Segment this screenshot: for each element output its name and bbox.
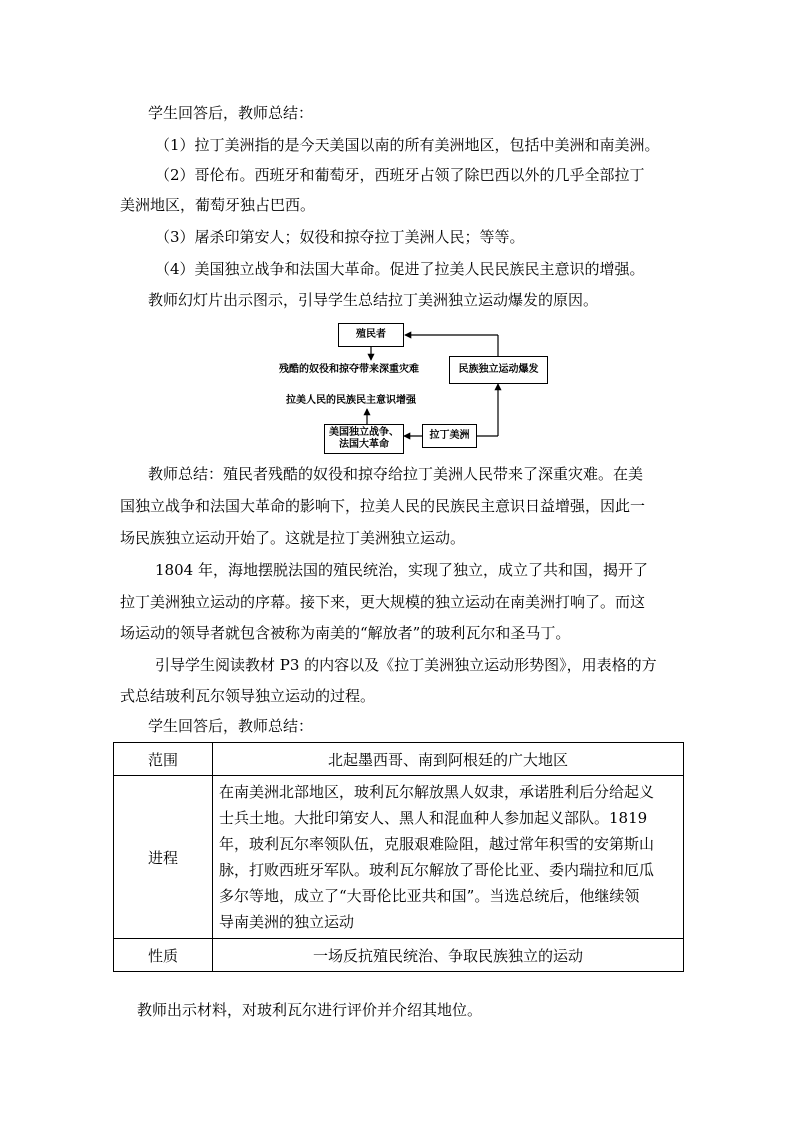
diagram-arrows <box>0 0 794 460</box>
disaster-label: 残酷的奴役和掠夺带来深重灾难 <box>279 364 419 375</box>
table-header-cell: 进程 <box>114 776 213 939</box>
colonists-box <box>338 323 404 347</box>
table-cell-line: 士兵土地。大批印第安人、黑人和混血种人参加起义部队。1819 <box>219 809 648 827</box>
paragraph: 教师幻灯片出示图示，引导学生总结拉丁美洲独立运动爆发的原因。 <box>148 291 599 309</box>
paragraph: 教师出示材料，对玻利瓦尔进行评价并介绍其地位。 <box>137 1001 483 1019</box>
table-cell-line: 导南美洲的独立运动 <box>219 913 355 931</box>
bolivar-summary-table <box>113 742 684 972</box>
table-cell: 一场反抗殖民统治、争取民族独立的运动 <box>213 939 684 972</box>
paragraph: 1804 年，海地摆脱法国的殖民统治，实现了独立，成立了共和国，揭开了 <box>155 561 648 579</box>
table-header-cell: 性质 <box>114 939 213 972</box>
paragraph: （1）拉丁美洲指的是今天美国以南的所有美洲地区，包括中美洲和南美洲。 <box>155 136 660 154</box>
latin-america-box <box>422 424 477 448</box>
table-cell-line: 多尔等地，成立了“大哥伦比亚共和国”。当选总统后，他继续领 <box>219 887 640 905</box>
paragraph: 式总结玻利瓦尔领导独立运动的过程。 <box>120 687 376 705</box>
paragraph: 美洲地区，葡萄牙独占巴西。 <box>120 196 316 214</box>
table-row <box>114 776 684 939</box>
colonists-label: 殖民者 <box>356 329 386 340</box>
table-row <box>114 743 684 776</box>
table-cell: 北起墨西哥、南到阿根廷的广大地区 <box>213 743 684 776</box>
table-row <box>114 939 684 972</box>
paragraph: （2）哥伦布。西班牙和葡萄牙，西班牙占领了除巴西以外的几乎全部拉丁 <box>155 166 645 184</box>
outbreak-label: 民族独立运动爆发 <box>458 364 539 375</box>
revolutions-label-line1: 美国独立战争、 <box>329 427 399 438</box>
paragraph: （4）美国独立战争和法国大革命。促进了拉美人民民族民主意识的增强。 <box>155 260 645 278</box>
paragraph: 学生回答后，教师总结： <box>148 717 314 735</box>
table-cell-line: 在南美洲北部地区，玻利瓦尔解放黑人奴隶，承诺胜利后分给起义 <box>219 783 655 801</box>
latin-america-label: 拉丁美洲 <box>429 430 470 441</box>
awareness-label: 拉美人民的民族民主意识增强 <box>286 395 416 406</box>
table-cell <box>213 776 684 939</box>
paragraph: （3）屠杀印第安人；奴役和掠夺拉丁美洲人民；等等。 <box>155 228 525 246</box>
paragraph: 引导学生阅读教材 P3 的内容以及《拉丁美洲独立运动形势图》，用表格的方 <box>155 656 657 674</box>
paragraph: 教师总结：殖民者残酷的奴役和掠夺给拉丁美洲人民带来了深重灾难。在美 <box>148 465 644 483</box>
revolutions-box <box>324 424 404 454</box>
table-cell-line: 年，玻利瓦尔率领队伍，克服艰难险阻，越过常年积雪的安第斯山 <box>219 835 655 853</box>
paragraph: 学生回答后，教师总结： <box>148 104 314 122</box>
table-header-cell: 范围 <box>114 743 213 776</box>
paragraph: 国独立战争和法国大革命的影响下，拉美人民的民族民主意识日益增强，因此一 <box>120 497 646 515</box>
paragraph: 拉丁美洲独立运动的序幕。接下来，更大规模的独立运动在南美洲打响了。而这 <box>120 593 646 611</box>
paragraph: 场运动的领导者就包含被称为南美的“解放者”的玻利瓦尔和圣马丁。 <box>120 624 571 642</box>
table-cell-line: 脉，打败西班牙军队。玻利瓦尔解放了哥伦比亚、委内瑞拉和厄瓜 <box>219 861 655 879</box>
paragraph: 场民族独立运动开始了。这就是拉丁美洲独立运动。 <box>120 529 466 547</box>
outbreak-box <box>449 356 548 384</box>
revolutions-label-line2: 法国大革命 <box>339 439 389 450</box>
